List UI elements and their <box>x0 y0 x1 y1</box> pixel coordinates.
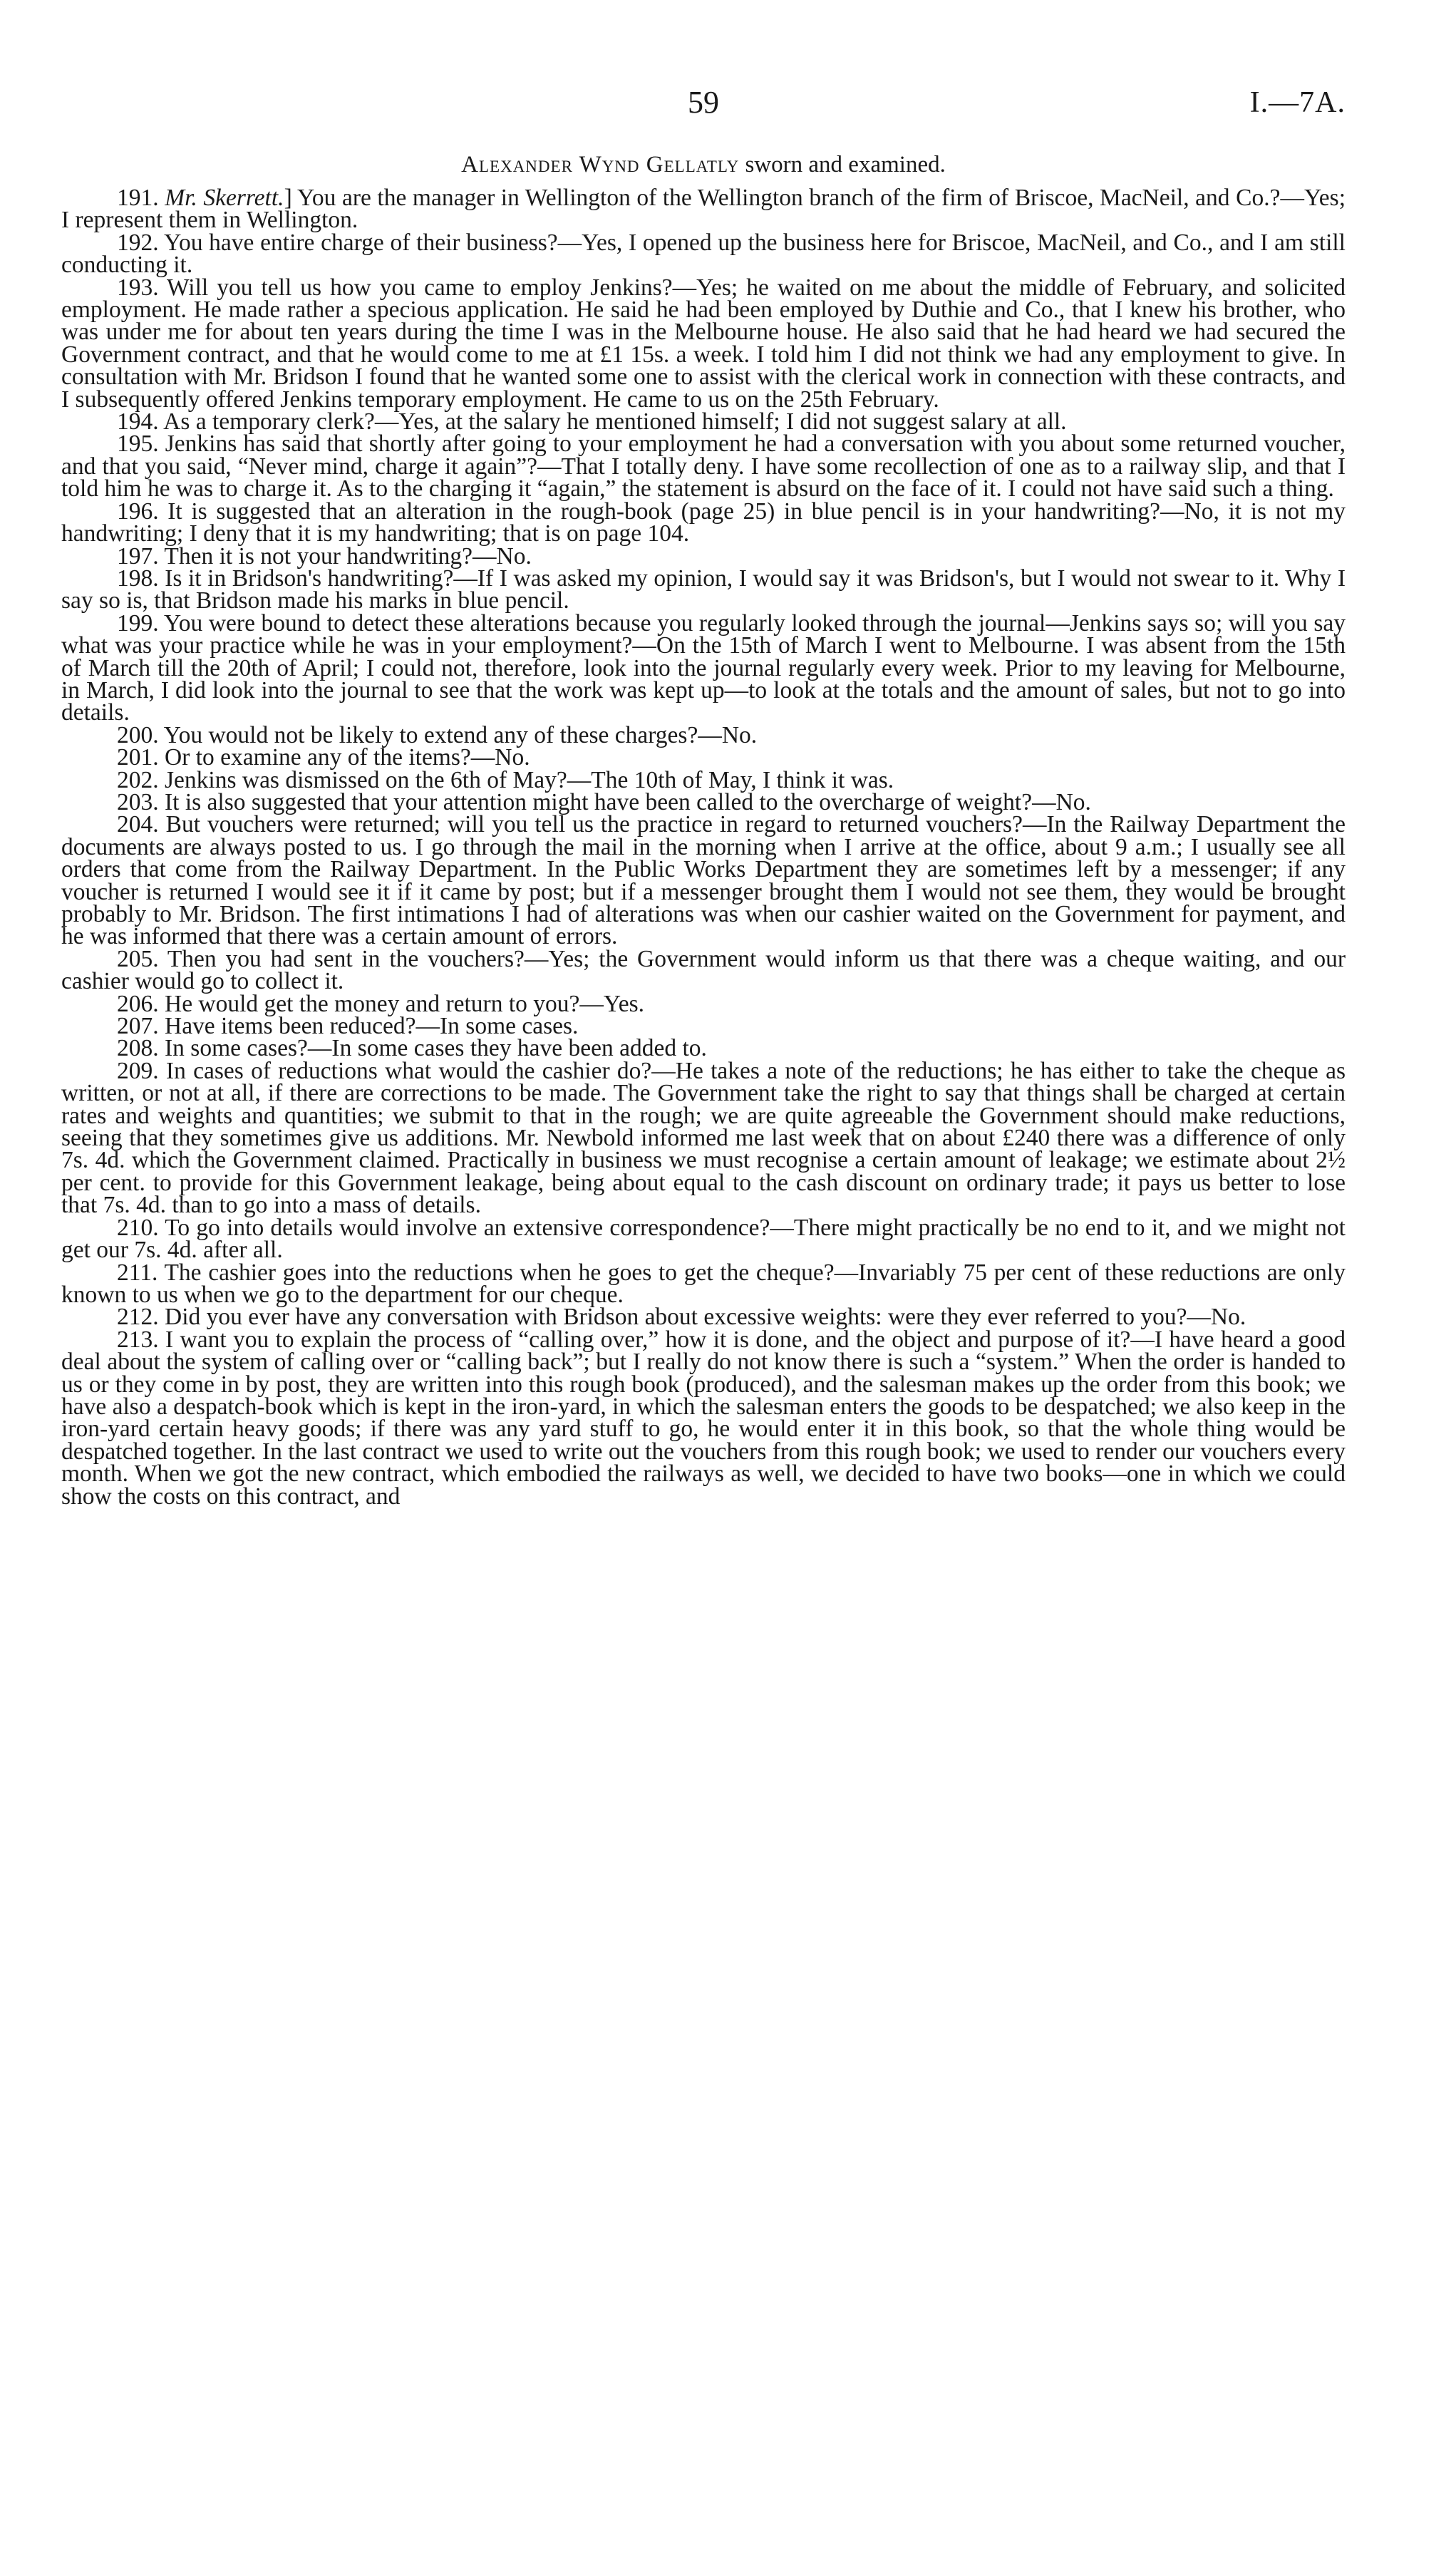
testimony-paragraph: 207. Have items been reduced?—In some cases. <box>117 1013 579 1040</box>
testimony-paragraph: 210. To go into details would involve an extensive correspondence?—There might practically be no end to it, and we might not get our 7s. 4d. after all. <box>61 1214 1346 1264</box>
page-number: 59 <box>688 85 719 120</box>
testimony-paragraph: 201. Or to examine any of the items?—No. <box>117 744 530 771</box>
testimony-paragraph: 195. Jenkins has said that shortly after going to your employment he had a conversation with you about some returned voucher, and that you said, “Never mind, charge it again”?—That I totally deny. I have some recollection of one as to a railway slip, and that I told him he was to charge it. As to the charging it “again,” the statement is absurd on the face of it. I could not have said such a thing. <box>61 431 1346 503</box>
testimony-paragraph: 212. Did you ever have any conversation with Bridson about excessive weights: were they ever referred to you?—No. <box>117 1304 1246 1331</box>
testimony-paragraph: 198. Is it in Bridson's handwriting?—If I was asked my opinion, I would say it was Bridson's, but I would not swear to it. Why I say so is, that Bridson made his marks in blue pencil. <box>61 565 1346 614</box>
testimony-paragraph: 192. You have entire charge of their business?—Yes, I opened up the business here for Briscoe, MacNeil, and Co., and I am still conducting it. <box>61 229 1346 279</box>
document-page <box>61 0 1346 2576</box>
testimony-paragraph: 208. In some cases?—In some cases they have been added to. <box>117 1035 707 1062</box>
testimony-paragraph: 199. You were bound to detect these alterations because you regularly looked through the journal—Jenkins says so; will you say what was your practice while he was in your employment?—On the 15th of March I went to Melbourne. I was absent from the 15th of March till the 20th of April; I could not, therefore, look into the journal regularly every week. Prior to my leaving for Melbourne, in March, I did look into the journal to see that the work was kept up—to look at the totals and the amount of sales, but not to go into details. <box>61 609 1346 726</box>
witness-name: Alexander Wynd Gellatly <box>461 152 740 177</box>
testimony-paragraph: 204. But vouchers were returned; will you tell us the practice in regard to returned vouchers?—In the Railway Department the documents are always posted to us. I go through the mail in the morning when I arrive at the office, about 9 a.m.; I usually see all orders that come from the Railway Department. In the Public Works Department they are sometimes left by a messenger; if any voucher is returned I would see it if it came by post; but if a messenger brought them I would not see them, they would be brought probably to Mr. Bridson. The first intimations I had of alterations was when our cashier waited on the Government for payment, and he was informed that there was a certain amount of errors. <box>61 811 1346 950</box>
testimony-paragraph: 213. I want you to explain the process of “calling over,” how it is done, and the object and purpose of it?—I have heard a good deal about the system of calling over or “calling back”; but I really do not know there is such a “system.” When the order is handed to us or they come in by post, they are written into this rough book (produced), and the salesman makes up the order from this book; we have also a despatch-book which is kept in the iron-yard, in which the salesman enters the goods to be despatched; we also keep in the iron-yard certain heavy goods; if there was any yard stuff to go, he would enter it in this book, so that the whole thing would be despatched together. In the last contract we used to write out the vouchers from this rough book; we used to render our vouchers every month. When we got the new contract, which embodied the railways as well, we decided to have two books—one in which we could show the costs on this contract, and <box>61 1326 1346 1510</box>
testimony-paragraph: 206. He would get the money and return to you?—Yes. <box>117 990 644 1017</box>
testimony-paragraph: 200. You would not be likely to extend any of these charges?—No. <box>117 721 758 748</box>
testimony-paragraph: 196. It is suggested that an alteration in the rough-book (page 25) in blue pencil is in your handwriting?—No, it is not my handwriting; I deny that it is my handwriting; that is on page 104. <box>61 498 1346 547</box>
testimony-paragraph: 191. Mr. Skerrett.] You are the manager in Wellington of the Wellington branch of the firm of Briscoe, MacNeil, and Co.?—Yes; I represent them in Wellington. <box>61 185 1346 234</box>
testimony-paragraph: 211. The cashier goes into the reductions when he goes to get the cheque?—Invariably 75 per cent of these reductions are only known to us when we go to the department for our cheque. <box>61 1259 1346 1308</box>
page-header <box>61 84 1346 127</box>
testimony-paragraph: 202. Jenkins was dismissed on the 6th of May?—The 10th of May, I think it was. <box>117 766 894 793</box>
testimony-paragraph: 197. Then it is not your handwriting?—No. <box>117 542 532 570</box>
parliamentary-paper-reference: I.—7A. <box>1249 86 1346 119</box>
testimony-paragraph: 205. Then you had sent in the vouchers?—Yes; the Government would inform us that there was a cheque waiting, and our cashier would go to collect it. <box>61 945 1346 995</box>
witness-heading <box>61 150 1346 180</box>
testimony-paragraph: 209. In cases of reductions what would the cashier do?—He takes a note of the reductions; he has either to take the cheque as written, or not at all, if there are corrections to be made. The Government take the right to say that things shall be charged at certain rates and weights and quantities; we submit to that in the rough; we are quite agreeable the Government should make reductions, seeing that they sometimes give us additions. Mr. Newbold informed me last week that on about £240 there was a difference of only 7s. 4d. which the Government claimed. Practically in business we must recognise a certain amount of leakage; we estimate about 2½ per cent. to provide for this Government leakage, being about equal to the cash discount on ordinary trade; it pays us better to lose that 7s. 4d. than to go into a mass of details. <box>61 1057 1346 1219</box>
witness-sworn-note: sworn and examined. <box>745 152 946 177</box>
testimony-paragraph: 194. As a temporary clerk?—Yes, at the salary he mentioned himself; I did not suggest salary at all. <box>117 408 1067 436</box>
testimony-paragraph: 193. Will you tell us how you came to employ Jenkins?—Yes; he waited on me about the middle of February, and solicited employment. He made rather a specious application. He said he had been employed by Duthie and Co., that I knew his brother, who was under me for about ten years during the time I was in the Melbourne house. He also said that he had heard we had secured the Government contract, and that he would come to me at £1 15s. a week. I told him I did not think we had any employment to give. In consultation with Mr. Bridson I found that he wanted some one to assist with the clerical work in connection with these contracts, and I subsequently offered Jenkins temporary employment. He came to us on the 25th February. <box>61 274 1346 413</box>
speaker-name: Mr. Skerrett. <box>165 185 284 211</box>
testimony-body <box>61 187 1346 1508</box>
testimony-paragraph: 203. It is also suggested that your attention might have been called to the overcharge of weight?—No. <box>117 788 1091 815</box>
